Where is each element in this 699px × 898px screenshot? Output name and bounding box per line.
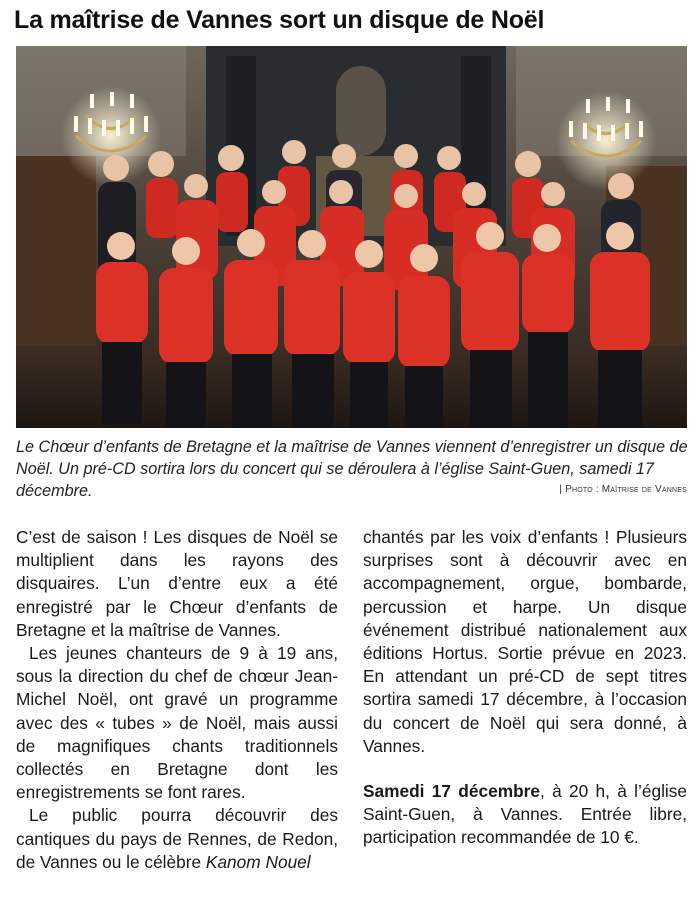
headline: La maîtrise de Vannes sort un disque de Noël [14,6,545,34]
event-date: Samedi 17 décembre [363,781,540,802]
event-info [363,780,687,850]
paragraph-3-text: Le public pourra découvrir des cantiques du pays de Rennes, de Redon, de Vannes ou le célèbre [16,805,338,872]
paragraph-3-continued: chantés par les voix d’enfants ! Plusieurs surprises sont à découvrir avec en accompagnement, orgue, bombarde, percussion et harpe. Un disque événement distribué nationalement aux éditions Hortus. Sortie prévue en 2023. En attendant un pré-CD de sept titres sortira samedi 17 décembre, à l’occasion du concert de Noël qui sera donné, à Vannes. [363,527,687,756]
article-column-left [16,526,338,874]
event-details: , à 20 h, à l’église Saint-Guen, à Vannes. Entrée libre, participation recommandée de 10 €. [363,781,687,848]
song-title-kanom-nouel: Kanom Nouel [205,851,311,872]
photo-caption: Le Chœur d’enfants de Bretagne et la maîtrise de Vannes viennent d’enregistrer un disque de Noël. Un pré-CD sortira lors du concert qui se déroulera à l’église Saint-Guen, samedi 17 décembre. [16,438,688,500]
paragraph-3 [16,804,338,874]
choir-photo [16,46,687,428]
article-column-right [363,526,687,850]
paragraph-2: Les jeunes chanteurs de 9 à 19 ans, sous la direction du chef de chœur Jean-Michel Noël, ont gravé un programme avec des « tubes » de Noël, mais aussi de magnifiques chants traditionnels collectés en Bretagne dont les enregistrements se font rares. [16,643,338,803]
paragraph-1: C’est de saison ! Les disques de Noël se multiplient dans les rayons des disquaires. L’un d’entre eux a été enregistré par le Chœur d’enfants de Bretagne et la maîtrise de Vannes. [16,527,338,640]
photo-credit: | Photo : Maîtrise de Vannes [559,484,687,495]
